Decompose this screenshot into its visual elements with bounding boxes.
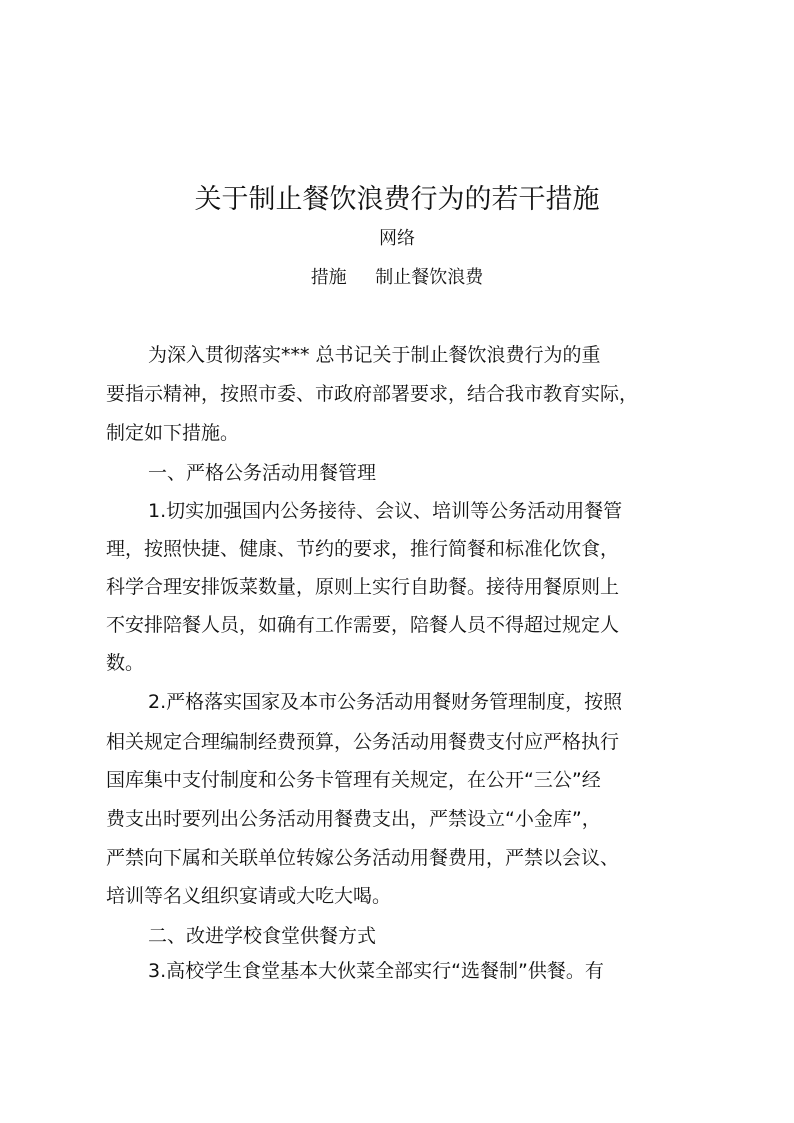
body-line: 不安排陪餐人员，如确有工作需要，陪餐人员不得超过规定人 <box>106 614 620 636</box>
body-line: 培训等名义组织宴请或大吃大喝。 <box>106 885 392 907</box>
document-keywords: 措施 制止餐饮浪费 <box>310 267 484 288</box>
body-line: 相关规定合理编制经费预算，公务活动用餐费支付应严格执行 <box>106 731 620 753</box>
body-line: 2.严格落实国家及本市公务活动用餐财务管理制度，按照 <box>148 691 623 713</box>
body-line: 制定如下措施。 <box>106 422 240 444</box>
document-title: 关于制止餐饮浪费行为的若干措施 <box>194 184 600 215</box>
section-heading: 一、严格公务活动用餐管理 <box>148 462 377 484</box>
section-heading: 二、改进学校食堂供餐方式 <box>148 925 377 947</box>
body-line: 3.高校学生食堂基本大伙菜全部实行“选餐制”供餐。有 <box>148 960 604 982</box>
body-line: 为深入贯彻落实*** 总书记关于制止餐饮浪费行为的重 <box>148 344 601 366</box>
body-line: 国库集中支付制度和公务卡管理有关规定，在公开“三公”经 <box>106 769 601 791</box>
body-line: 费支出时要列出公务活动用餐费支出，严禁设立“小金库”， <box>106 808 601 830</box>
body-line: 1.切实加强国内公务接待、会议、培训等公务活动用餐管 <box>148 500 623 522</box>
document-source: 网络 <box>379 228 415 249</box>
body-line: 理，按照快捷、健康、节约的要求，推行简餐和标准化饮食， <box>106 538 620 560</box>
body-line: 数。 <box>106 652 145 674</box>
body-line: 要指示精神，按照市委、市政府部署要求，结合我市教育实际， <box>106 383 639 405</box>
body-line: 严禁向下属和关联单位转嫁公务活动用餐费用，严禁以会议、 <box>106 847 620 869</box>
body-line: 科学合理安排饭菜数量，原则上实行自助餐。接待用餐原则上 <box>106 576 620 598</box>
